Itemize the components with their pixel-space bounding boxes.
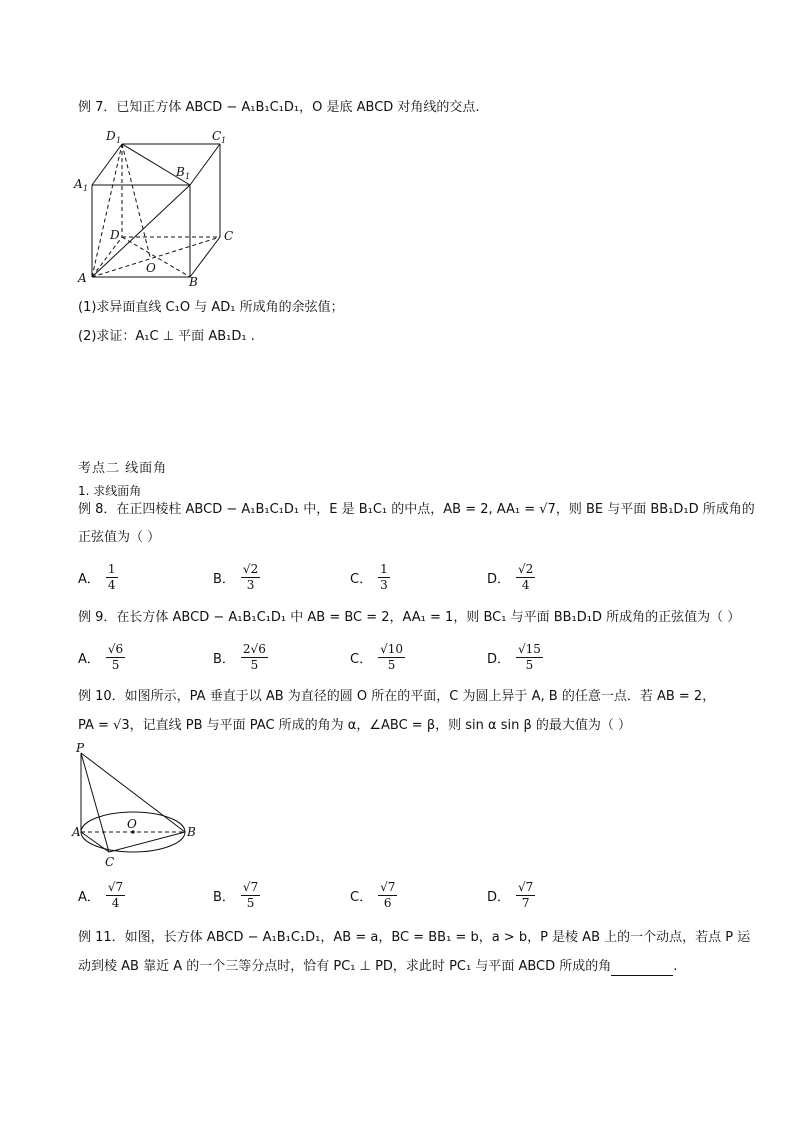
ex8-option-b[interactable]: B． $\frac{√2}{3}$ bbox=[213, 562, 259, 592]
ex9-statement: 例 9．在长方体 ABCD − A₁B₁C₁D₁ 中 AB = BC = 2，AA₁ = 1，则 BC₁ 与平面 BB₁D₁D 所成角的正弦值为（ ） bbox=[78, 610, 741, 625]
ex8-statement-cont: 正弦值为（ ） bbox=[78, 530, 161, 545]
svg-text:1: 1 bbox=[221, 136, 227, 145]
ex10-option-d[interactable]: D． $\frac{√7}{7}$ bbox=[487, 880, 534, 910]
ex10-statement-cont: PA = √3，记直线 PB 与平面 PAC 所成的角为 α，∠ABC = β，则 sin α sin β 的最大值为（ ） bbox=[78, 718, 632, 733]
ex7-statement: 例 7．已知正方体 ABCD − A₁B₁C₁D₁，O 是底 ABCD 对角线的交点. bbox=[78, 100, 480, 115]
ex9-option-c[interactable]: C． $\frac{√10}{5}$ bbox=[350, 642, 403, 672]
ex7-question-1: (1)求异面直线 C₁O 与 AD₁ 所成角的余弦值； bbox=[78, 300, 344, 315]
svg-text:1: 1 bbox=[83, 184, 89, 193]
label-C1: C bbox=[212, 129, 222, 143]
cone-figure bbox=[70, 740, 200, 870]
label-P: P bbox=[76, 741, 85, 755]
label-O: O bbox=[127, 817, 137, 831]
section-subtitle: 1. 求线面角 bbox=[78, 484, 142, 498]
ex10-option-c[interactable]: C． $\frac{√7}{6}$ bbox=[350, 880, 396, 910]
label-B1: B bbox=[176, 165, 185, 179]
ex8-option-d[interactable]: D． $\frac{√2}{4}$ bbox=[487, 562, 534, 592]
ex8-option-c[interactable]: C． $\frac{1}{3}$ bbox=[350, 562, 388, 592]
ex9-option-a[interactable]: A． $\frac{√6}{5}$ bbox=[78, 642, 124, 672]
label-A: A bbox=[72, 825, 81, 839]
label-B: B bbox=[187, 825, 196, 839]
label-O: O bbox=[146, 261, 156, 275]
ex7-question-2: (2)求证：A₁C ⊥ 平面 AB₁D₁ . bbox=[78, 329, 255, 344]
ex9-option-d[interactable]: D． $\frac{√15}{5}$ bbox=[487, 642, 541, 672]
ex9-option-b[interactable]: B． $\frac{2√6}{5}$ bbox=[213, 642, 266, 672]
ex10-option-a[interactable]: A． $\frac{√7}{4}$ bbox=[78, 880, 124, 910]
answer-blank[interactable] bbox=[611, 963, 673, 976]
section-title: 考点二 线面角 bbox=[78, 461, 168, 476]
label-B: B bbox=[189, 275, 198, 289]
label-D1: D bbox=[106, 129, 116, 143]
ex8-statement: 例 8．在正四棱柱 ABCD − A₁B₁C₁D₁ 中，E 是 B₁C₁ 的中点，AB = 2, AA₁ = √7，则 BE 与平面 BB₁D₁D 所成角的 bbox=[78, 502, 755, 517]
ex11-statement: 例 11．如图，长方体 ABCD − A₁B₁C₁D₁，AB = a，BC = BB₁ = b，a > b，P 是棱 AB 上的一个动点，若点 P 运 bbox=[78, 930, 751, 945]
label-A1: A bbox=[74, 177, 83, 191]
cube-figure bbox=[72, 122, 242, 292]
ex10-option-b[interactable]: B． $\frac{√7}{5}$ bbox=[213, 880, 259, 910]
svg-text:1: 1 bbox=[116, 136, 122, 145]
label-C: C bbox=[224, 229, 234, 243]
ex10-statement: 例 10．如图所示，PA 垂直于以 AB 为直径的圆 O 所在的平面，C 为圆上异于 A, B 的任意一点．若 AB = 2， bbox=[78, 689, 716, 704]
ex11-statement-cont: 动到棱 AB 靠近 A 的一个三等分点时，恰有 PC₁ ⊥ PD，求此时 PC₁ 与平面 ABCD 所成的角 . bbox=[78, 959, 678, 974]
svg-text:1: 1 bbox=[185, 172, 191, 181]
label-D: D bbox=[110, 228, 120, 242]
label-A: A bbox=[78, 271, 87, 285]
label-C: C bbox=[105, 855, 115, 869]
ex8-option-a[interactable]: A． $\frac{1}{4}$ bbox=[78, 562, 116, 592]
